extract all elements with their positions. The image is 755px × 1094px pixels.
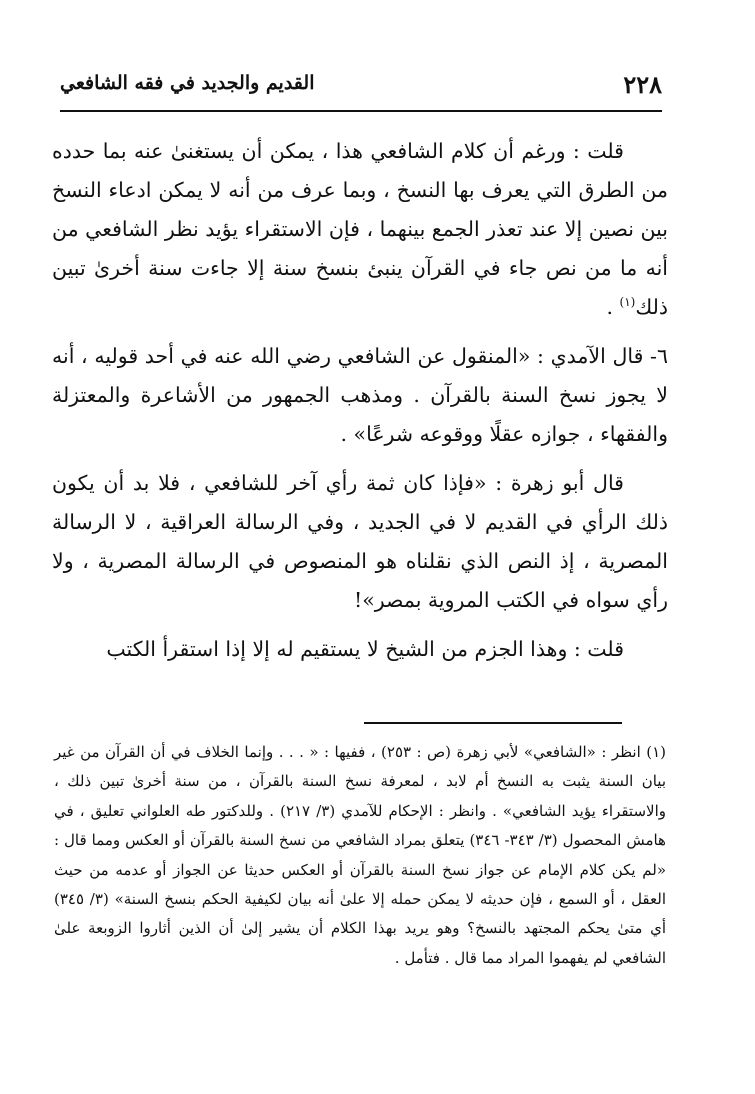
- paragraph-3: قال أبو زهرة : «فإذا كان ثمة رأي آخر للشافعي ، فلا بد أن يكون ذلك الرأي في القديم لا في الجديد ، وفي الرسالة العراقية ، لا الرسالة المصرية ، إذ النص الذي نقلناه هو المنصوص في الرسالة المصرية ، ولا رأي سواه في الكتب المروية بمصر»!: [52, 471, 668, 612]
- running-title: القديم والجديد في فقه الشافعي: [60, 72, 315, 94]
- page-number: ٢٢٨: [623, 70, 662, 99]
- paragraph-1-text: قلت : ورغم أن كلام الشافعي هذا ، يمكن أن يستغنىٰ عنه بما حدده من الطرق التي يعرف بها النسخ ، وبما عرف من أنه لا يمكن ادعاء النسخ بين نصين إلا عند تعذر الجمع بينهما ، فإن الاستقراء يؤيد نظر الشافعي من أنه ما من نص جاء في القرآن ينبئ بنسخ سنة إلا جاءت سنة أخرىٰ تبين ذلك: [52, 139, 668, 319]
- paragraph-2: ٦- قال الآمدي : «المنقول عن الشافعي رضي الله عنه في أحد قوليه ، أنه لا يجوز نسخ السنة بالقرآن . ومذهب الجمهور من الأشاعرة والمعتزلة والفقهاء ، جوازه عقلًا ووقوعه شرعًا» .: [52, 344, 668, 446]
- paragraph-1: [52, 132, 668, 327]
- page-header: [60, 64, 662, 112]
- paragraph-1-end: .: [606, 295, 620, 319]
- footnotes: [54, 738, 666, 973]
- main-text: [52, 132, 668, 679]
- footnote-1: (١) انظر : «الشافعي» لأبي زهرة (ص : ٢٥٣) ، ففيها : « . . . وإنما الخلاف في أن القرآن من غير بيان السنة يثبت به النسخ أم لابد ، لمعرفة نسخ السنة بالقرآن ، من سنة أخرىٰ تبين ذلك ، والاستقراء يؤيد الشافعي» . وانظر : الإحكام للآمدي (٣/ ٢١٧) . وللدكتور طه العلواني تعليق ، في هامش المحصول (٣/ ٣٤٣- ٣٤٦) يتعلق بمراد الشافعي من نسخ السنة بالقرآن أو العكس ومما قال : «لم يكن كلام الإمام عن جواز نسخ السنة بالقرآن أو العكس حديثا عن الجواز أو عدمه من حيث العقل ، أو السمع ، فإن حديثه لا يمكن حمله إلا علىٰ أنه بيان لكيفية الحكم بنسخ السنة» (٣/ ٣٤٥) أي متىٰ يحكم المجتهد بالنسخ؟ وهو يريد بهذا الكلام أن يشير إلىٰ أن الذين أثاروا الزوبعة علىٰ الشافعي لم يفهموا المراد مما قال . فتأمل .: [54, 743, 666, 967]
- footnote-reference[interactable]: (١): [619, 295, 636, 310]
- paragraph-4: قلت : وهذا الجزم من الشيخ لا يستقيم له إلا إذا استقرأ الكتب: [106, 637, 624, 661]
- footnote-separator: [364, 722, 622, 724]
